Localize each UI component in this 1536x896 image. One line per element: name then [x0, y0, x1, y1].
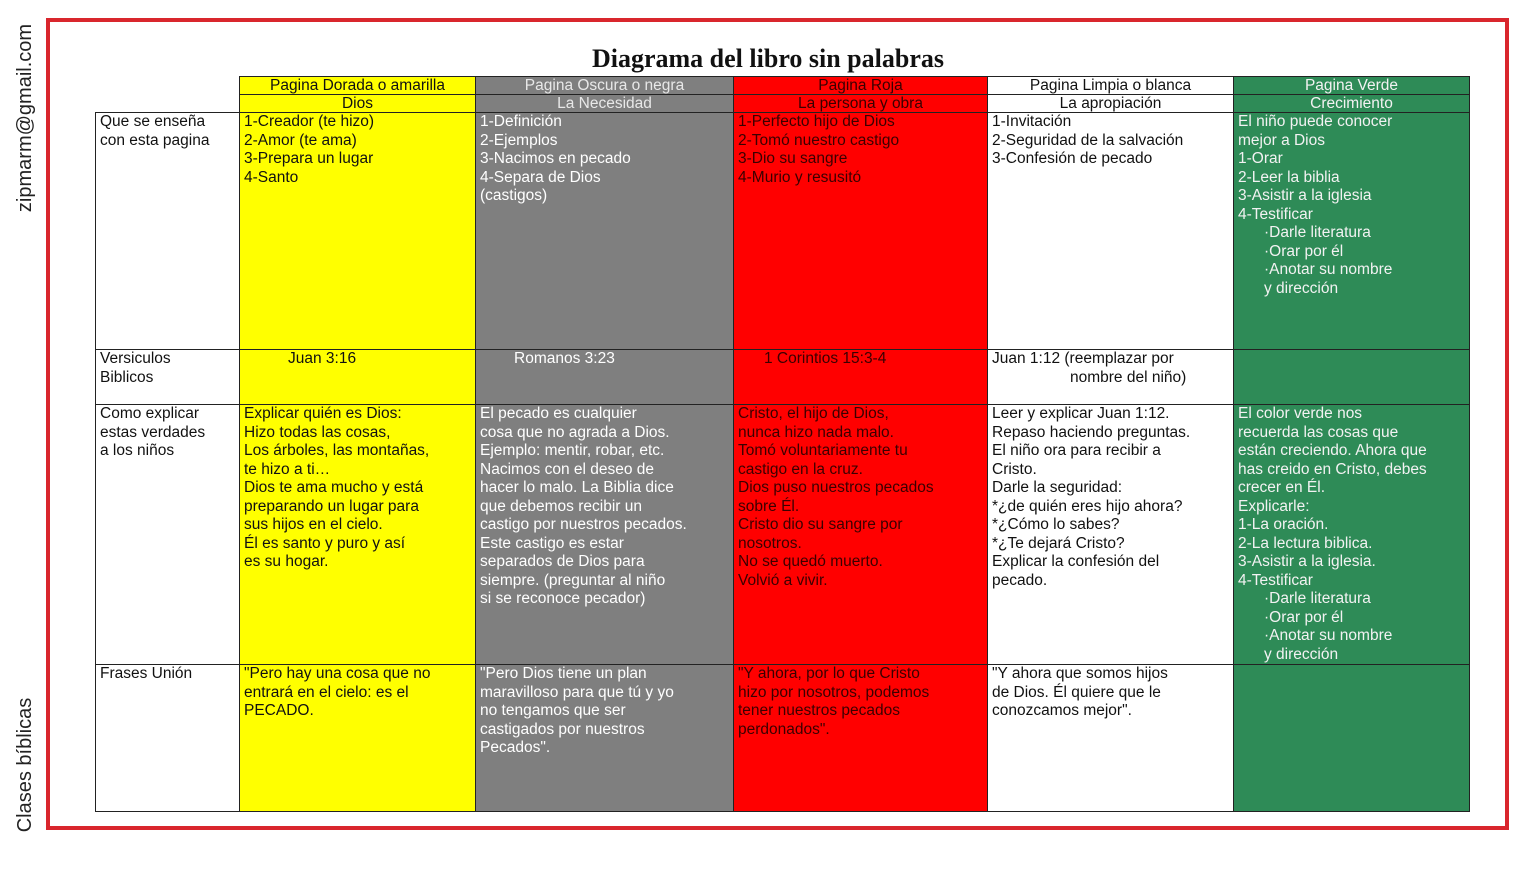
- side-email: zipmarm@gmail.com: [14, 23, 36, 213]
- cell-line: 3-Asistir a la iglesia.: [1238, 553, 1376, 570]
- cell-line: Hizo todas las cosas,: [244, 423, 391, 441]
- cell-line: *¿Te dejará Cristo?: [992, 534, 1125, 552]
- cell-line: 4-Santo: [244, 168, 299, 186]
- cell-line: Juan 1:12 (reemplazar por: [992, 350, 1174, 367]
- cell-line: que debemos recibir un: [480, 497, 642, 515]
- cell-line: Explicar quién es Dios:: [244, 405, 402, 422]
- cell-line: 4-Testificar: [1238, 205, 1313, 223]
- label-line: Frases Unión: [100, 665, 193, 682]
- label-line: Que se enseña: [100, 113, 206, 130]
- cell-teach-white: [988, 113, 1234, 350]
- cell-line: 2-La lectura biblica.: [1238, 534, 1373, 552]
- cell-line: *¿de quién eres hijo ahora?: [992, 497, 1183, 515]
- cell-line: El color verde nos: [1238, 405, 1363, 422]
- cell-line: "Pero hay una cosa que no: [244, 665, 431, 682]
- cell-line: hizo por nosotros, podemos: [738, 683, 930, 701]
- header-corner: [96, 77, 240, 95]
- cell-line: ·Anotar su nombre: [1264, 261, 1393, 278]
- cell-frases-red: [734, 665, 988, 812]
- cell-frases-green: [1234, 665, 1470, 812]
- cell-line: 2-Ejemplos: [480, 131, 558, 149]
- row-label-explain: [96, 405, 240, 665]
- cell-line: 3-Prepara un lugar: [244, 150, 374, 167]
- cell-line: Juan 3:16: [288, 350, 357, 367]
- header-page-white: Pagina Limpia o blanca: [988, 77, 1234, 95]
- cell-line: 2-Amor (te ama): [244, 131, 357, 149]
- cell-line: Explicarle:: [1238, 497, 1310, 515]
- cell-line: castigo por nuestros pecados.: [480, 516, 687, 533]
- cell-line: Volvió a vivir.: [738, 571, 828, 589]
- cell-teach-gray: [476, 113, 734, 350]
- cell-teach-green: [1234, 113, 1470, 350]
- cell-line: 1-Creador (te hizo): [244, 113, 375, 130]
- cell-line: 1-Definición: [480, 113, 562, 130]
- cell-line: Ejemplo: mentir, robar, etc.: [480, 442, 665, 459]
- cell-line: Este castigo es estar: [480, 534, 624, 552]
- label-line: Biblicos: [100, 368, 154, 386]
- row-verses: [96, 350, 1470, 405]
- cell-line: no tengamos que ser: [480, 702, 626, 719]
- cell-line: 1-Orar: [1238, 150, 1283, 167]
- cell-line: Dios te ama mucho y está: [244, 479, 424, 496]
- label-line: estas verdades: [100, 423, 206, 441]
- cell-line: están creciendo. Ahora que: [1238, 442, 1427, 459]
- cell-explain-gray: [476, 405, 734, 665]
- cell-line: 4-Murio y resusitó: [738, 168, 862, 186]
- cell-verse-red: [734, 350, 988, 405]
- row-what-teaches: [96, 113, 1470, 350]
- cell-line: "Pero Dios tiene un plan: [480, 665, 647, 682]
- cell-line: y dirección: [1264, 645, 1339, 663]
- cell-verse-green: [1234, 350, 1470, 405]
- cell-line: Él es santo y puro y así: [244, 534, 406, 552]
- header-page-gray: Pagina Oscura o negra: [476, 77, 734, 95]
- cell-line: 4-Separa de Dios: [480, 168, 601, 186]
- cell-line: Cristo dio su sangre por: [738, 516, 903, 533]
- cell-line: castigo en la cruz.: [738, 460, 863, 478]
- cell-line: "Y ahora, por lo que Cristo: [738, 665, 920, 682]
- cell-line: sobre Él.: [738, 497, 800, 515]
- cell-line: 3-Dio su sangre: [738, 150, 848, 167]
- cell-line: Repaso haciendo preguntas.: [992, 423, 1191, 441]
- cell-explain-green: [1234, 405, 1470, 665]
- cell-line: 3-Asistir a la iglesia: [1238, 187, 1372, 204]
- row-label-verses: [96, 350, 240, 405]
- cell-line: "Y ahora que somos hijos: [992, 665, 1168, 682]
- cell-line: perdonados".: [738, 720, 830, 738]
- cell-line: recuerda las cosas que: [1238, 423, 1399, 441]
- header-row-pages: [96, 77, 1470, 95]
- cell-line: 1-La oración.: [1238, 516, 1329, 533]
- cell-line: 1 Corintios 15:3-4: [764, 350, 887, 367]
- side-clases-biblicas: Clases bíblicas: [14, 697, 36, 833]
- cell-line: 3-Confesión de pecado: [992, 150, 1153, 167]
- cell-line: castigados por nuestros: [480, 720, 645, 738]
- header-theme-white: La apropiación: [988, 95, 1234, 113]
- cell-line: entrará en el cielo: es el: [244, 683, 409, 701]
- row-label-frases: [96, 665, 240, 812]
- header-page-yellow: Pagina Dorada o amarilla: [240, 77, 476, 95]
- cell-line: si se reconoce pecador): [480, 590, 646, 607]
- page-title: Diagrama del libro sin palabras: [591, 44, 944, 73]
- diagram-table: [95, 76, 1470, 812]
- cell-frases-yellow: [240, 665, 476, 812]
- header-corner-2: [96, 95, 240, 113]
- cell-line: hacer lo malo. La Biblia dice: [480, 479, 674, 496]
- cell-line: Romanos 3:23: [514, 350, 615, 367]
- cell-line: PECADO.: [244, 702, 314, 719]
- header-theme-gray: La Necesidad: [476, 95, 734, 113]
- cell-teach-yellow: [240, 113, 476, 350]
- cell-verse-gray: [476, 350, 734, 405]
- cell-line: Darle la seguridad:: [992, 479, 1123, 496]
- cell-line: 1-Invitación: [992, 113, 1072, 130]
- header-row-themes: [96, 95, 1470, 113]
- cell-line: y dirección: [1264, 279, 1339, 297]
- cell-line: crecer en Él.: [1238, 479, 1326, 496]
- cell-line: nosotros.: [738, 534, 802, 552]
- row-how-to-explain: [96, 405, 1470, 665]
- cell-line: El pecado es cualquier: [480, 405, 637, 422]
- cell-line: Los árboles, las montañas,: [244, 442, 430, 459]
- cell-line: te hizo a ti…: [244, 460, 331, 478]
- label-line: Como explicar: [100, 405, 200, 422]
- cell-line: Dios puso nuestros pecados: [738, 479, 934, 496]
- row-union-phrases: [96, 665, 1470, 812]
- cell-line: Pecados".: [480, 739, 551, 756]
- cell-line: ·Anotar su nombre: [1264, 627, 1393, 644]
- cell-line: ·Orar por él: [1264, 242, 1344, 260]
- cell-line: No se quedó muerto.: [738, 553, 883, 570]
- cell-line: maravilloso para que tú y yo: [480, 683, 674, 701]
- cell-line: siempre. (preguntar al niño: [480, 571, 666, 589]
- header-page-red: Pagina Roja: [734, 77, 988, 95]
- cell-line: Leer y explicar Juan 1:12.: [992, 405, 1170, 422]
- cell-line: 3-Nacimos en pecado: [480, 150, 631, 167]
- cell-line: de Dios. Él quiere que le: [992, 683, 1161, 701]
- cell-verse-white: [988, 350, 1234, 405]
- header-theme-red: La persona y obra: [734, 95, 988, 113]
- cell-line: Cristo, el hijo de Dios,: [738, 405, 889, 422]
- cell-line: (castigos): [480, 187, 548, 204]
- cell-frases-gray: [476, 665, 734, 812]
- cell-line: pecado.: [992, 571, 1048, 589]
- cell-line: *¿Cómo lo sabes?: [992, 516, 1120, 533]
- cell-line: sus hijos en el cielo.: [244, 516, 383, 533]
- cell-line: 4-Testificar: [1238, 571, 1313, 589]
- cell-line: conozcamos mejor".: [992, 702, 1132, 719]
- cell-line: ·Darle literatura: [1264, 224, 1371, 241]
- cell-line: 2-Seguridad de la salvación: [992, 131, 1184, 149]
- cell-line: 2-Tomó nuestro castigo: [738, 131, 900, 149]
- cell-line: 2-Leer la biblia: [1238, 168, 1340, 186]
- cell-line: Explicar la confesión del: [992, 553, 1160, 570]
- cell-line: mejor a Dios: [1238, 131, 1325, 149]
- cell-line: es su hogar.: [244, 553, 329, 570]
- header-theme-yellow: Dios: [240, 95, 476, 113]
- cell-explain-white: [988, 405, 1234, 665]
- cell-line: Tomó voluntariamente tu: [738, 442, 908, 459]
- cell-line: nunca hizo nada malo.: [738, 423, 894, 441]
- cell-line: El niño ora para recibir a: [992, 442, 1161, 459]
- cell-line: cosa que no agrada a Dios.: [480, 423, 670, 441]
- label-line: a los niños: [100, 442, 175, 459]
- cell-line: has creido en Cristo, debes: [1238, 460, 1427, 478]
- row-label-teaches: [96, 113, 240, 350]
- cell-line: 1-Perfecto hijo de Dios: [738, 113, 895, 130]
- cell-verse-yellow: [240, 350, 476, 405]
- cell-explain-yellow: [240, 405, 476, 665]
- cell-line: El niño puede conocer: [1238, 113, 1393, 130]
- cell-teach-red: [734, 113, 988, 350]
- label-line: Versiculos: [100, 350, 171, 367]
- cell-line: nombre del niño): [1070, 368, 1187, 386]
- cell-line: ·Orar por él: [1264, 608, 1344, 626]
- label-line: con esta pagina: [100, 131, 210, 149]
- header-page-green: Pagina Verde: [1234, 77, 1470, 95]
- cell-line: preparando un lugar para: [244, 497, 419, 515]
- cell-frases-white: [988, 665, 1234, 812]
- cell-line: separados de Dios para: [480, 553, 645, 570]
- cell-line: ·Darle literatura: [1264, 590, 1371, 607]
- header-theme-green: Crecimiento: [1234, 95, 1470, 113]
- cell-line: tener nuestros pecados: [738, 702, 900, 719]
- cell-line: Nacimos con el deseo de: [480, 460, 655, 478]
- cell-line: Cristo.: [992, 460, 1037, 478]
- cell-explain-red: [734, 405, 988, 665]
